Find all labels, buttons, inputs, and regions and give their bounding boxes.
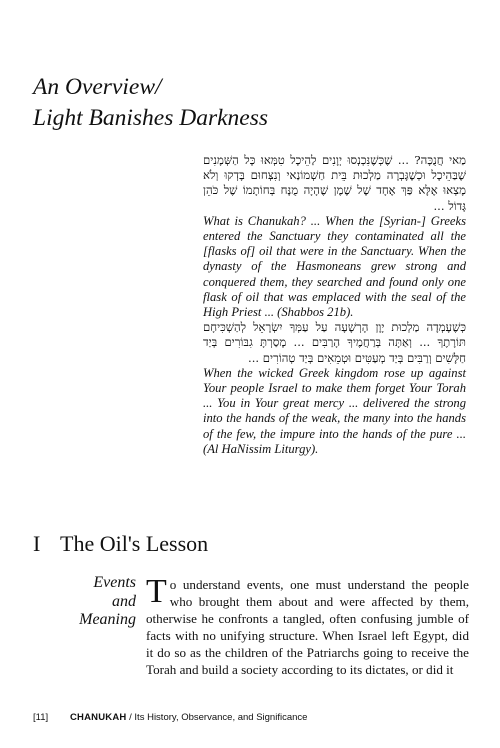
- page-title-line-2: Light Banishes Darkness: [33, 105, 268, 131]
- side-heading-line-3: Meaning: [79, 611, 136, 628]
- body-paragraph-text: o understand events, one must understand the people who brought them about and were affected by them, otherwise he confronts a tangled, often confusing jumble of facts with no unifying structure. When Israel left Egypt, did it do so as the children of the Patriarchs going to receive the Torah and build a society according to its dictates, or did it: [146, 577, 469, 677]
- epigraph-hebrew-liturgy: כְּשֶׁעָמְדָה מַלְכוּת יָוָן הָרְשָׁעָה עַל עַמְּךָ יִשְׂרָאֵל לְהַשְׁכִּיחָם תּוֹרָתֶךָ ... וְאַתָּה בְּרַחֲמֶיךָ הָרַבִּים ... מָסַרְתָּ גִבּוֹרִים בְּיַד חַלָּשִׁים וְרַבִּים בְּיַד מְעַטִּים וּטְמֵאִים בְּיַד טְהוֹרִים ...: [203, 320, 466, 365]
- section-number: I: [33, 531, 41, 556]
- epigraph: [203, 153, 466, 457]
- side-heading: [60, 574, 136, 630]
- page-number: [11]: [33, 712, 49, 723]
- epigraph-hebrew-talmud: מַאי חֲנֻכָּה? ... שֶׁכְּשֶׁנִּכְנְסוּ יְוָנִים לַהֵיכָל טִמְּאוּ כָּל הַשְּׁמָנִים שֶׁבַּהֵיכָל וּכְשֶׁגָּבְרָה מַלְכוּת בֵּית חַשְׁמוֹנַאי וְנִצְּחוּם בָּדְקוּ וְלֹא מָצְאוּ אֶלָּא פַּךְ אֶחָד שֶׁל שֶׁמֶן שֶׁהָיָה מֻנָּח בְּחוֹתָמוֹ שֶׁל כֹּהֵן גָּדוֹל ...: [203, 153, 466, 213]
- epigraph-english-talmud: What is Chanukah? ... When the [Syrian-] Greeks entered the Sanctuary they contaminated all the [flasks of] oil that were in the Sanctuary. When the dynasty of the Hasmoneans grew strong and conquered them, they searched and found only one flask of oil that was emplaced with the seal of the High Priest ... (Shabbos 21b).: [203, 213, 466, 320]
- running-subtitle: / Its History, Observance, and Significance: [126, 712, 308, 723]
- side-heading-line-1: Events: [93, 574, 136, 591]
- side-heading-line-2: and: [112, 592, 136, 610]
- page-title-line-1: An Overview/: [33, 74, 162, 100]
- page-footer: [33, 712, 473, 724]
- section-heading: [33, 530, 208, 558]
- section-title: The Oil's Lesson: [60, 531, 209, 556]
- page-title: [33, 72, 473, 134]
- body-paragraph: [146, 573, 469, 678]
- epigraph-english-liturgy: When the wicked Greek kingdom rose up against Your people Israel to make them forget Your Torah ... You in Your great mercy ... delivered the strong into the hands of the weak, the many into the hands of the few, the impure into the hands of the pure ... (Al HaNissim Liturgy).: [203, 365, 466, 456]
- drop-cap: T: [146, 573, 167, 610]
- running-title: CHANUKAH: [70, 712, 127, 723]
